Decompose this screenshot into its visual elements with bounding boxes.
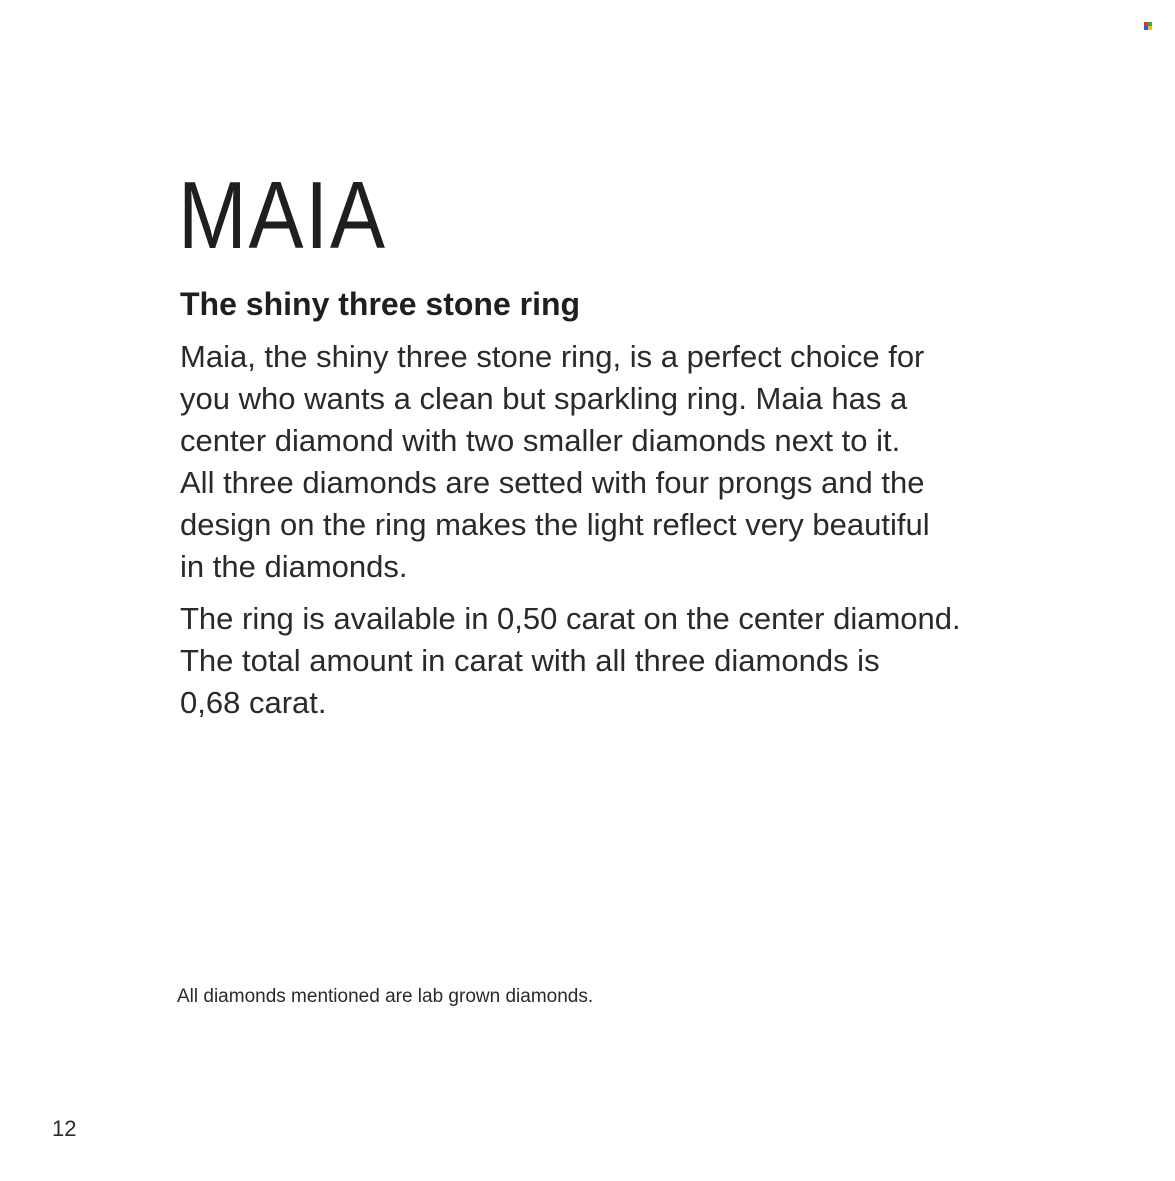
description-line: All three diamonds are setted with four prongs and the: [180, 465, 925, 500]
page-number: 12: [52, 1116, 77, 1141]
description-paragraph-2: [180, 598, 1000, 724]
description-paragraph-1: [180, 336, 1000, 588]
description-line: center diamond with two smaller diamonds next to it.: [180, 423, 901, 458]
description-line: design on the ring makes the light reflect very beautiful: [180, 507, 930, 542]
description-line: Maia, the shiny three stone ring, is a perfect choice for: [180, 339, 925, 374]
carat-line: The ring is available in 0,50 carat on the center diamond.: [180, 601, 961, 636]
color-squares-logo-icon: [1144, 22, 1152, 30]
carat-line: The total amount in carat with all three diamonds is: [180, 643, 880, 678]
product-subtitle: The shiny three stone ring: [180, 286, 581, 322]
lab-grown-footnote: All diamonds mentioned are lab grown diamonds.: [177, 986, 594, 1007]
description-line: you who wants a clean but sparkling ring. Maia has a: [180, 381, 908, 416]
product-title: MAIA: [178, 162, 387, 269]
logo-yellow-square: [1148, 26, 1152, 30]
carat-line: 0,68 carat.: [180, 685, 327, 720]
description-line: in the diamonds.: [180, 549, 408, 584]
